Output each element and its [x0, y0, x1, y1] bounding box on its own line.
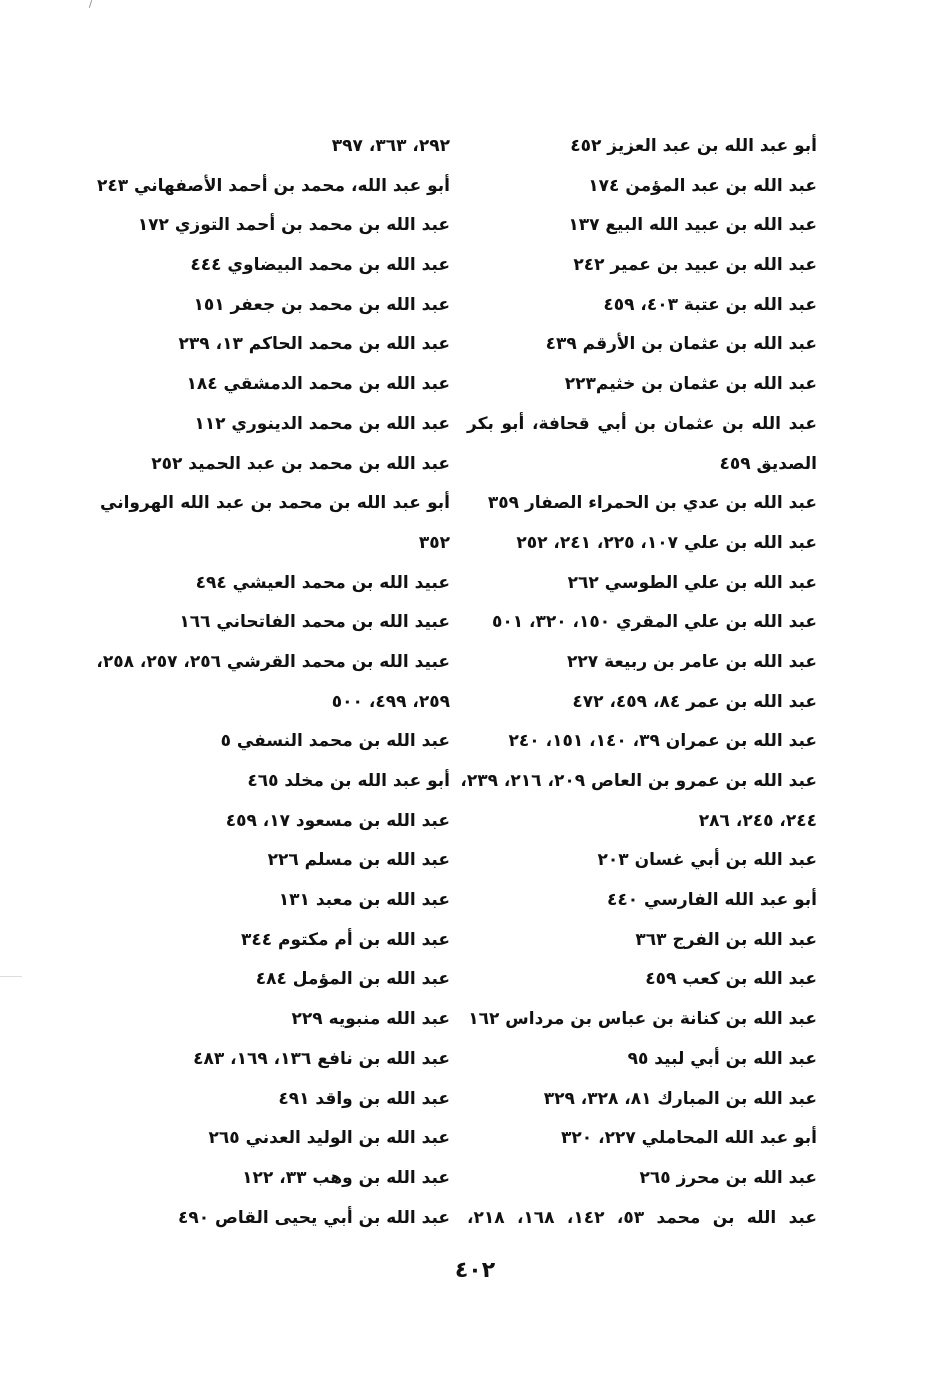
index-entry: عبد الله بن عثمان بن الأرقم ٤٣٩ [545, 334, 817, 355]
index-entry-continuation: ٢٤٤، ٢٤٥، ٢٨٦ [698, 810, 817, 831]
index-entry: عبد الله بن معبد ١٣١ [278, 890, 450, 911]
index-entry: عبد الله بن مسعود ١٧، ٤٥٩ [225, 810, 450, 831]
index-entry: أبو عبد الله المحاملي ٢٢٧، ٣٢٠ [561, 1128, 817, 1149]
index-entry: عبد الله بن واقد ٤٩١ [278, 1088, 450, 1109]
index-entry: عبد الله بن الوليد العدني ٢٦٥ [208, 1128, 450, 1149]
index-entry: عبد الله بن محمد بن عبد الحميد ٢٥٢ [151, 453, 450, 474]
index-entry: عبد الله بن المؤمل ٤٨٤ [255, 969, 450, 990]
index-column-right [460, 127, 817, 1238]
index-entry: عبد الله بن علي ١٠٧، ٢٢٥، ٢٤١، ٢٥٢ [516, 532, 817, 553]
index-entry-continuation: ٢٩٢، ٣٦٣، ٣٩٧ [331, 136, 450, 156]
index-entry: عبد الله بن عثمان بن أبي قحافة، أبو بكر [467, 413, 817, 434]
index-entry: عبد الله بن كعب ٤٥٩ [645, 969, 817, 990]
index-entry: عبد الله بن محمد الحاكم ١٣، ٢٣٩ [178, 334, 450, 355]
index-entry: عبد الله بن الفرج ٣٦٣ [635, 929, 817, 950]
index-entry: عبد الله بن عبيد بن عمير ٢٤٢ [573, 255, 817, 276]
index-entry: عبد الله بن عثمان بن خثيم٢٢٣ [564, 374, 817, 395]
index-entry: عبد الله بن أم مكتوم ٣٤٤ [240, 929, 450, 950]
scan-mark [89, 0, 92, 8]
index-entry: عبد الله بن عبيد الله البيع ١٣٧ [568, 215, 817, 236]
index-entry: عبد الله بن عتبة ٤٠٣، ٤٥٩ [603, 294, 817, 315]
index-entry: عبد الله منبويه ٢٢٩ [291, 1009, 450, 1030]
index-entry: عبيد الله بن محمد العيشي ٤٩٤ [195, 572, 450, 593]
index-entry: عبد الله بن عمر ٨٤، ٤٥٩، ٤٧٢ [572, 691, 817, 712]
index-entry: عبد الله بن محمد النسفي ٥ [220, 731, 450, 752]
index-entry: عبد الله بن عمرو بن العاص ٢٠٩، ٢١٦، ٢٣٩، [460, 771, 817, 791]
index-entry: عبد الله بن أبي لبيد ٩٥ [627, 1048, 817, 1069]
index-entry: عبيد الله بن محمد القرشي ٢٥٦، ٢٥٧، ٢٥٨، [96, 651, 450, 672]
index-entry: عبد الله بن محمد ٥٣، ١٤٢، ١٦٨، ٢١٨، [467, 1207, 817, 1228]
index-entry: أبو عبد الله الفارسي ٤٤٠ [606, 890, 817, 911]
index-entry: عبد الله بن وهب ٣٣، ١٢٢ [242, 1167, 450, 1188]
index-entry: أبو عبد الله بن عبد العزيز ٤٥٢ [570, 136, 817, 156]
index-entry: أبو عبد الله بن محمد بن عبد الله الهرواني [100, 493, 450, 514]
index-entry: عبيد الله بن محمد الفاتحاني ١٦٦ [179, 612, 450, 633]
index-entry: عبد الله بن علي المقري ١٥٠، ٣٢٠، ٥٠١ [491, 612, 817, 633]
index-entry: عبد الله بن أبي يحيى القاص ٤٩٠ [177, 1207, 450, 1228]
page-number: ٤٠٢ [454, 1258, 496, 1283]
index-entry: عبد الله بن محمد البيضاوي ٤٤٤ [190, 255, 450, 276]
index-entry: عبد الله بن محمد بن أحمد التوزي ١٧٢ [137, 215, 450, 236]
index-entry-continuation: ٢٥٩، ٤٩٩، ٥٠٠ [331, 691, 450, 712]
index-entry: عبد الله بن محمد بن جعفر ١٥١ [193, 294, 450, 315]
index-entry: عبد الله بن محمد الدمشقي ١٨٤ [186, 374, 450, 395]
index-entry: عبد الله بن عدي بن الحمراء الصفار ٣٥٩ [487, 493, 817, 514]
index-entry: عبد الله بن عبد المؤمن ١٧٤ [588, 175, 817, 196]
index-entry: عبد الله بن عامر بن ربيعة ٢٢٧ [567, 651, 817, 672]
index-entry: عبد الله بن عمران ٣٩، ١٤٠، ١٥١، ٢٤٠ [508, 731, 817, 752]
index-entry: عبد الله بن كنانة بن عباس بن مرداس ١٦٢ [468, 1009, 817, 1030]
index-entry: عبد الله بن نافع ١٣٦، ١٦٩، ٤٨٣ [193, 1048, 450, 1069]
index-entry: عبد الله بن مسلم ٢٢٦ [267, 850, 450, 871]
index-entry: عبد الله بن علي الطوسي ٢٦٢ [567, 572, 817, 593]
index-entry: أبو عبد الله، محمد بن أحمد الأصفهاني ٢٤٣ [96, 175, 450, 196]
index-entry-continuation: الصديق ٤٥٩ [719, 453, 817, 474]
index-entry-continuation: ٣٥٢ [418, 532, 450, 553]
index-entry: أبو عبد الله بن مخلد ٤٦٥ [247, 771, 450, 791]
scan-edge-line [0, 976, 22, 977]
index-entry: عبد الله بن أبي غسان ٢٠٣ [597, 850, 817, 871]
index-entry: عبد الله بن المبارك ٨١، ٣٢٨، ٣٢٩ [543, 1088, 817, 1109]
index-column-left [96, 127, 450, 1238]
index-entry: عبد الله بن محمد الدينوري ١١٢ [194, 413, 450, 434]
index-entry: عبد الله بن محرز ٢٦٥ [639, 1167, 817, 1188]
